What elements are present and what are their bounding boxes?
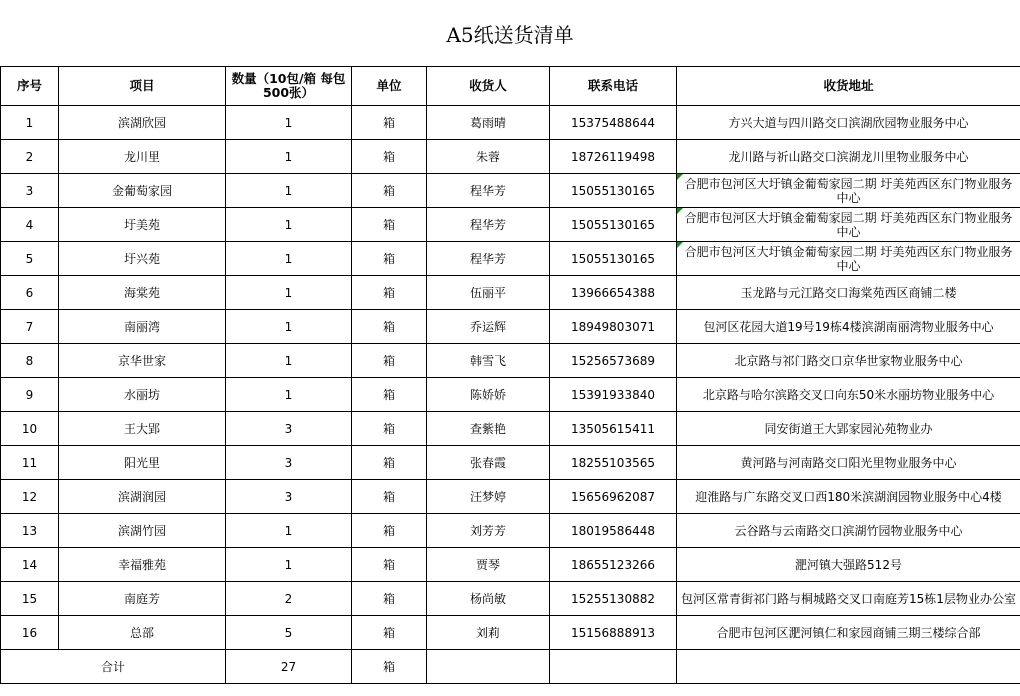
cell-item[interactable]: 滨湖润园 [59, 480, 226, 514]
cell-qty[interactable]: 1 [226, 310, 352, 344]
table-row [1, 208, 1020, 242]
cell-unit[interactable]: 箱 [352, 480, 427, 514]
cell-receiver[interactable]: 程华芳 [427, 242, 550, 276]
cell-seq[interactable]: 8 [1, 344, 59, 378]
cell-qty[interactable]: 2 [226, 582, 352, 616]
cell-phone[interactable]: 15256573689 [550, 344, 677, 378]
cell-unit[interactable]: 箱 [352, 548, 427, 582]
cell-seq[interactable]: 11 [1, 446, 59, 480]
cell-address[interactable]: 合肥市包河区淝河镇仁和家园商铺三期三楼综合部 [677, 616, 1020, 650]
cell-item[interactable]: 总部 [59, 616, 226, 650]
cell-address[interactable]: 方兴大道与四川路交口滨湖欣园物业服务中心 [677, 106, 1020, 140]
cell-address[interactable]: 北京路与祁门路交口京华世家物业服务中心 [677, 344, 1020, 378]
cell-qty[interactable]: 1 [226, 548, 352, 582]
cell-seq[interactable]: 16 [1, 616, 59, 650]
cell-phone[interactable]: 13505615411 [550, 412, 677, 446]
cell-unit[interactable]: 箱 [352, 616, 427, 650]
header-receiver[interactable]: 收货人 [427, 67, 550, 106]
cell-phone[interactable]: 18949803071 [550, 310, 677, 344]
cell-address[interactable]: 云谷路与云南路交口滨湖竹园物业服务中心 [677, 514, 1020, 548]
cell-item[interactable]: 南丽湾 [59, 310, 226, 344]
header-unit[interactable]: 单位 [352, 67, 427, 106]
cell-item[interactable]: 王大郢 [59, 412, 226, 446]
table-body [1, 106, 1020, 650]
cell-phone[interactable]: 18726119498 [550, 140, 677, 174]
total-receiver-cell[interactable] [427, 650, 550, 684]
cell-receiver[interactable]: 刘莉 [427, 616, 550, 650]
cell-qty[interactable]: 3 [226, 412, 352, 446]
cell-phone[interactable]: 15656962087 [550, 480, 677, 514]
table-row [1, 242, 1020, 276]
cell-item[interactable]: 水丽坊 [59, 378, 226, 412]
header-item[interactable]: 项目 [59, 67, 226, 106]
cell-address[interactable]: 龙川路与祈山路交口滨湖龙川里物业服务中心 [677, 140, 1020, 174]
cell-receiver[interactable]: 程华芳 [427, 208, 550, 242]
cell-receiver[interactable]: 张春霞 [427, 446, 550, 480]
cell-seq[interactable]: 10 [1, 412, 59, 446]
cell-item[interactable]: 海棠苑 [59, 276, 226, 310]
cell-qty[interactable]: 1 [226, 344, 352, 378]
total-qty[interactable]: 27 [226, 650, 352, 684]
cell-address[interactable]: 合肥市包河区大圩镇金葡萄家园二期 圩美苑西区东门物业服务中心 [677, 208, 1020, 242]
table-row [1, 106, 1020, 140]
cell-qty[interactable]: 1 [226, 514, 352, 548]
cell-receiver[interactable]: 伍丽平 [427, 276, 550, 310]
cell-receiver[interactable]: 韩雪飞 [427, 344, 550, 378]
cell-seq[interactable]: 15 [1, 582, 59, 616]
cell-receiver[interactable]: 朱蓉 [427, 140, 550, 174]
header-address[interactable]: 收货地址 [677, 67, 1020, 106]
cell-receiver[interactable]: 葛雨晴 [427, 106, 550, 140]
header-seq[interactable]: 序号 [1, 67, 59, 106]
cell-phone[interactable]: 18255103565 [550, 446, 677, 480]
cell-seq[interactable]: 7 [1, 310, 59, 344]
cell-item[interactable]: 阳光里 [59, 446, 226, 480]
cell-item[interactable]: 金葡萄家园 [59, 174, 226, 208]
cell-item[interactable]: 滨湖欣园 [59, 106, 226, 140]
cell-item[interactable]: 圩兴苑 [59, 242, 226, 276]
cell-qty[interactable]: 1 [226, 242, 352, 276]
table-row [1, 480, 1020, 514]
table-row [1, 582, 1020, 616]
table-row [1, 616, 1020, 650]
cell-qty[interactable]: 3 [226, 480, 352, 514]
cell-phone[interactable]: 15156888913 [550, 616, 677, 650]
cell-qty[interactable]: 1 [226, 106, 352, 140]
cell-unit[interactable]: 箱 [352, 174, 427, 208]
header-qty[interactable]: 数量（10包/箱 每包500张） [226, 67, 352, 106]
table-row [1, 310, 1020, 344]
cell-qty[interactable]: 1 [226, 140, 352, 174]
cell-address[interactable]: 北京路与哈尔滨路交叉口向东50米水丽坊物业服务中心 [677, 378, 1020, 412]
cell-seq[interactable]: 2 [1, 140, 59, 174]
cell-seq[interactable]: 3 [1, 174, 59, 208]
cell-qty[interactable]: 1 [226, 208, 352, 242]
cell-item[interactable]: 滨湖竹园 [59, 514, 226, 548]
cell-seq[interactable]: 4 [1, 208, 59, 242]
cell-receiver[interactable]: 汪梦婷 [427, 480, 550, 514]
cell-unit[interactable]: 箱 [352, 412, 427, 446]
cell-unit[interactable]: 箱 [352, 106, 427, 140]
cell-address[interactable]: 包河区花园大道19号19栋4楼滨湖南丽湾物业服务中心 [677, 310, 1020, 344]
cell-address[interactable]: 包河区常青街祁门路与桐城路交叉口南庭芳15栋1层物业办公室 [677, 582, 1020, 616]
cell-qty[interactable]: 1 [226, 174, 352, 208]
cell-receiver[interactable]: 刘芳芳 [427, 514, 550, 548]
table-row [1, 412, 1020, 446]
header-phone[interactable]: 联系电话 [550, 67, 677, 106]
cell-phone[interactable]: 13966654388 [550, 276, 677, 310]
cell-item[interactable]: 幸福雅苑 [59, 548, 226, 582]
cell-unit[interactable]: 箱 [352, 140, 427, 174]
table-row [1, 514, 1020, 548]
delivery-table [0, 66, 1020, 684]
cell-phone[interactable]: 15055130165 [550, 242, 677, 276]
sheet-title: A5纸送货清单 [446, 22, 574, 47]
cell-address[interactable]: 同安街道王大郢家园沁苑物业办 [677, 412, 1020, 446]
cell-unit[interactable]: 箱 [352, 378, 427, 412]
cell-phone[interactable]: 15055130165 [550, 208, 677, 242]
cell-unit[interactable]: 箱 [352, 208, 427, 242]
cell-address[interactable]: 淝河镇大强路512号 [677, 548, 1020, 582]
cell-unit[interactable]: 箱 [352, 310, 427, 344]
table-row [1, 344, 1020, 378]
cell-seq[interactable]: 13 [1, 514, 59, 548]
cell-seq[interactable]: 12 [1, 480, 59, 514]
total-label[interactable]: 合计 [1, 650, 226, 684]
table-row [1, 174, 1020, 208]
cell-phone[interactable]: 15255130882 [550, 582, 677, 616]
cell-seq[interactable]: 5 [1, 242, 59, 276]
table-row [1, 548, 1020, 582]
cell-receiver[interactable]: 陈娇娇 [427, 378, 550, 412]
cell-phone[interactable]: 18655123266 [550, 548, 677, 582]
table-row [1, 140, 1020, 174]
cell-phone[interactable]: 15391933840 [550, 378, 677, 412]
cell-qty[interactable]: 1 [226, 276, 352, 310]
table-row [1, 276, 1020, 310]
cell-address[interactable]: 迎淮路与广东路交叉口西180米滨湖润园物业服务中心4楼 [677, 480, 1020, 514]
cell-receiver[interactable]: 查紫艳 [427, 412, 550, 446]
cell-seq[interactable]: 9 [1, 378, 59, 412]
cell-qty[interactable]: 1 [226, 378, 352, 412]
cell-unit[interactable]: 箱 [352, 446, 427, 480]
cell-phone[interactable]: 15375488644 [550, 106, 677, 140]
cell-receiver[interactable]: 乔运辉 [427, 310, 550, 344]
cell-item[interactable]: 龙川里 [59, 140, 226, 174]
cell-receiver[interactable]: 程华芳 [427, 174, 550, 208]
header-row [1, 67, 1020, 106]
cell-qty[interactable]: 5 [226, 616, 352, 650]
total-phone-cell[interactable] [550, 650, 677, 684]
cell-receiver[interactable]: 贾琴 [427, 548, 550, 582]
cell-phone[interactable]: 15055130165 [550, 174, 677, 208]
cell-seq[interactable]: 6 [1, 276, 59, 310]
cell-address[interactable]: 黄河路与河南路交口阳光里物业服务中心 [677, 446, 1020, 480]
cell-receiver[interactable]: 杨尚敏 [427, 582, 550, 616]
cell-item[interactable]: 圩美苑 [59, 208, 226, 242]
cell-seq[interactable]: 1 [1, 106, 59, 140]
cell-unit[interactable]: 箱 [352, 582, 427, 616]
cell-address[interactable]: 合肥市包河区大圩镇金葡萄家园二期 圩美苑西区东门物业服务中心 [677, 174, 1020, 208]
cell-qty[interactable]: 3 [226, 446, 352, 480]
cell-item[interactable]: 南庭芳 [59, 582, 226, 616]
total-unit[interactable]: 箱 [352, 650, 427, 684]
cell-unit[interactable]: 箱 [352, 514, 427, 548]
cell-seq[interactable]: 14 [1, 548, 59, 582]
table-row [1, 446, 1020, 480]
cell-unit[interactable]: 箱 [352, 344, 427, 378]
cell-address[interactable]: 玉龙路与元江路交口海棠苑西区商铺二楼 [677, 276, 1020, 310]
cell-phone[interactable]: 18019586448 [550, 514, 677, 548]
cell-address[interactable]: 合肥市包河区大圩镇金葡萄家园二期 圩美苑西区东门物业服务中心 [677, 242, 1020, 276]
table-row [1, 378, 1020, 412]
total-address-cell[interactable] [677, 650, 1020, 684]
total-row [1, 650, 1020, 684]
cell-item[interactable]: 京华世家 [59, 344, 226, 378]
cell-unit[interactable]: 箱 [352, 242, 427, 276]
cell-unit[interactable]: 箱 [352, 276, 427, 310]
